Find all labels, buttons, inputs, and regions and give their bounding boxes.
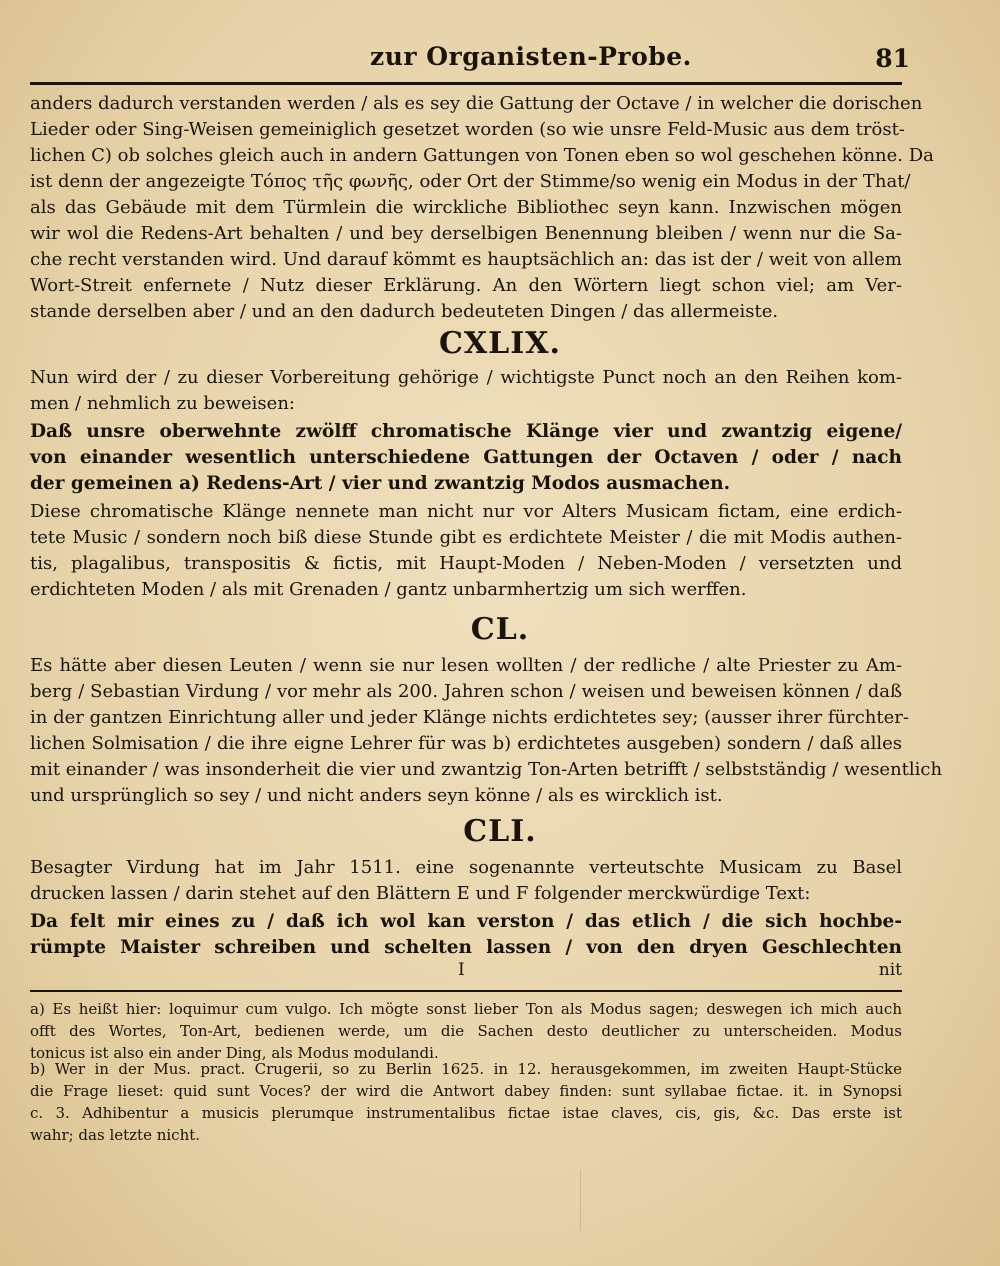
section-heading-cxlix: CXLIX. — [438, 326, 561, 361]
section-heading-cli: CLI. — [463, 814, 537, 849]
emphasized-line: Da felt mir eines zu / daß ich wol kan verston / das etlich / die sich hochbe- — [30, 911, 902, 932]
footnote-b-line: b) Wer in der Mus. pract. Crugerii, so zu Berlin 1625. in 12. herausgekommen, im zweiten Haupt-Stücke — [30, 1060, 902, 1078]
text-line: Lieder oder Sing-Weisen gemeiniglich gesetzet worden (so wie unsre Feld-Music aus dem tröst- — [30, 119, 905, 140]
text-line: Diese chromatische Klänge nennete man nicht nur vor Alters Musicam fictam, eine erdich- — [30, 501, 902, 522]
text-line: che recht verstanden wird. Und darauf kömmt es hauptsächlich an: das ist der / weit von allem — [30, 249, 902, 270]
footnote-b-line: c. 3. Adhibentur a musicis plerumque instrumentalibus fictae istae claves, cis, gis, &c. Das erste ist — [30, 1104, 902, 1122]
text-line: Wort-Streit enfernete / Nutz dieser Erklärung. An den Wörtern liegt schon viel; am Ver- — [30, 275, 902, 296]
footnote-rule — [30, 990, 902, 992]
footnote-a-line: tonicus ist also ein ander Ding, als Modus modulandi. — [30, 1044, 439, 1062]
page-header — [30, 40, 910, 80]
page-number: 81 — [875, 44, 910, 73]
text-line: und ursprünglich so sey / und nicht anders seyn könne / als es wircklich ist. — [30, 785, 723, 806]
text-line: ist denn der angezeigte Τόπος τῆς φωνῆς, oder Ort der Stimme/so wenig ein Modus in der That/ — [30, 171, 911, 192]
text-line: erdichteten Moden / als mit Grenaden / gantz unbarmhertzig um sich werffen. — [30, 579, 747, 600]
text-line: tete Music / sondern noch biß diese Stunde gibt es erdichtete Meister / die mit Modis authen- — [30, 527, 902, 548]
emphasized-line: der gemeinen a) Redens-Art / vier und zwantzig Modos ausmachen. — [30, 473, 731, 494]
text-line: in der gantzen Einrichtung aller und jeder Klänge nichts erdichtetes sey; (ausser ihrer fürchter- — [30, 707, 909, 728]
text-line: tis, plagalibus, transpositis & fictis, mit Haupt-Moden / Neben-Moden / versetzten und — [30, 553, 902, 574]
text-line: drucken lassen / darin stehet auf den Blättern E und F folgender merckwürdige Text: — [30, 883, 811, 904]
footnote-a-line: offt des Wortes, Ton-Art, bedienen werde, um die Sachen desto deutlicher zu unterscheiden. Modus — [30, 1022, 902, 1040]
footnote-a-line: a) Es heißt hier: loquimur cum vulgo. Ich mögte sonst lieber Ton als Modus sagen; deswegen ich mich auch — [30, 1000, 902, 1018]
paper-crease — [580, 1170, 581, 1230]
text-line: mit einander / was insonderheit die vier und zwantzig Ton-Arten betrifft / selbstständig / wesentlich — [30, 759, 943, 780]
section-heading-cl: CL. — [470, 612, 530, 647]
signature-mark: I — [458, 960, 465, 980]
running-head: zur Organisten-Probe. — [370, 42, 692, 71]
text-line: lichen C) ob solches gleich auch in andern Gattungen von Tonen eben so wol geschehen könne. Da — [30, 145, 934, 166]
text-line: Es hätte aber diesen Leuten / wenn sie nur lesen wollten / der redliche / alte Priester zu Am- — [30, 655, 902, 676]
text-line: Besagter Virdung hat im Jahr 1511. eine sogenannte verteutschte Musicam zu Basel — [30, 857, 902, 878]
emphasized-line: rümpte Maister schreiben und schelten lassen / von den dryen Geschlechten — [30, 937, 902, 958]
emphasized-line: Daß unsre oberwehnte zwölff chromatische Klänge vier und zwantzig eigene/ — [30, 421, 902, 442]
footnote-b-line: wahr; das letzte nicht. — [30, 1126, 201, 1144]
text-line: anders dadurch verstanden werden / als es sey die Gattung der Octave / in welcher die dorischen — [30, 93, 923, 114]
text-line: berg / Sebastian Virdung / vor mehr als 200. Jahren schon / weisen und beweisen können / daß — [30, 681, 902, 702]
text-line: stande derselben aber / und an den dadurch bedeuteten Dingen / das allermeiste. — [30, 301, 779, 322]
text-line: als das Gebäude mit dem Türmlein die wirckliche Bibliothec seyn kann. Inzwischen mögen — [30, 197, 902, 218]
header-rule — [30, 82, 902, 85]
footnote-b-line: die Frage lieset: quid sunt Voces? der wird die Antwort dabey finden: sunt syllabae fictae. it. in Synopsi — [30, 1082, 902, 1100]
text-line: Nun wird der / zu dieser Vorbereitung gehörige / wichtigste Punct noch an den Reihen kom- — [30, 367, 902, 388]
emphasized-line: von einander wesentlich unterschiedene Gattungen der Octaven / oder / nach — [30, 447, 902, 468]
text-line: lichen Solmisation / die ihre eigne Lehrer für was b) erdichtetes ausgeben) sondern / daß alles — [30, 733, 902, 754]
text-line: men / nehmlich zu beweisen: — [30, 393, 295, 414]
catchword: nit — [878, 960, 902, 980]
text-line: wir wol die Redens-Art behalten / und bey derselbigen Benennung bleiben / wenn nur die Sa- — [30, 223, 902, 244]
